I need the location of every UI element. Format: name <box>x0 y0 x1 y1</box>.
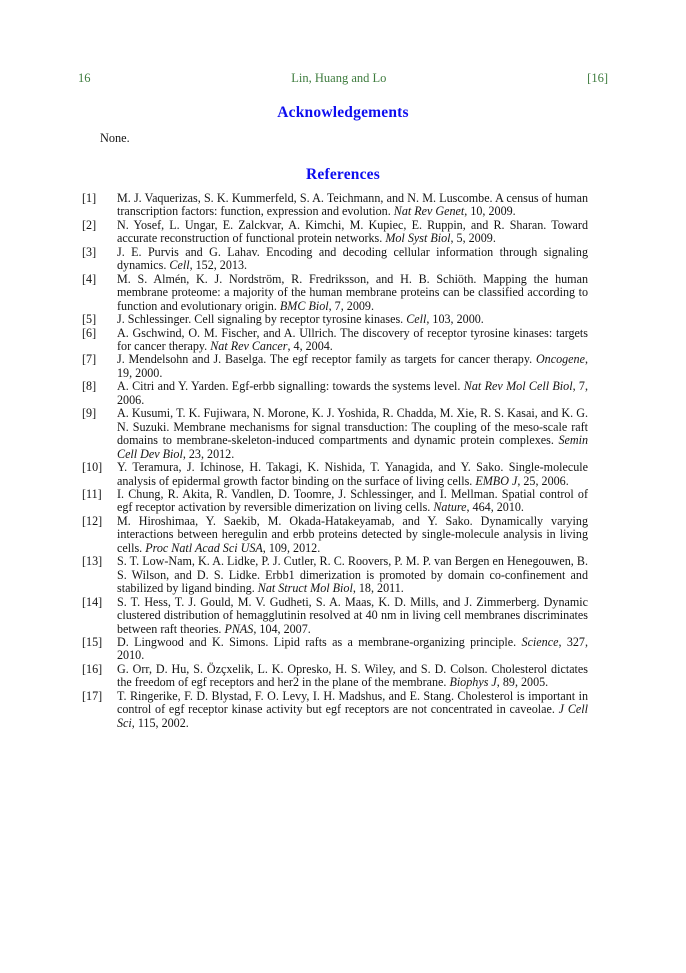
reference-label: [15] <box>82 634 103 649</box>
reference-journal: EMBO J <box>475 473 518 488</box>
reference-tail: , 7, 2006. <box>117 379 588 407</box>
reference-label: [2] <box>82 217 97 232</box>
reference-tail: , 25, 2006. <box>517 473 569 488</box>
reference-item <box>80 219 588 246</box>
reference-tail: , 104, 2007. <box>253 621 311 636</box>
reference-tail: , 103, 2000. <box>426 312 484 327</box>
reference-tail: , 327, 2010. <box>117 634 588 663</box>
reference-label: [9] <box>82 406 97 421</box>
reference-tail: , 5, 2009. <box>450 231 496 246</box>
reference-text: S. T. Hess, T. J. Gould, M. V. Gudheti, S. A. Maas, K. D. Mills, and J. Zimmerberg. Dynamic clustered distribution of hemagglutinin resolved at 40 nm in living cell membranes discriminates between raft theories. <box>117 594 588 636</box>
reference-text: T. Ringerike, F. D. Blystad, F. O. Levy, I. H. Madshus, and E. Stang. Cholesterol is important in control of egf receptor kinase activity but egf receptors are not concentrated in caveolae. <box>117 688 588 717</box>
reference-journal: Nat Rev Cancer <box>210 338 288 353</box>
reference-label: [14] <box>82 594 103 609</box>
reference-text: S. T. Low-Nam, K. A. Lidke, P. J. Cutler, R. C. Roovers, P. M. P. van Bergen en Henegouwen, B. S. Wilson, and D. S. Lidke. Erbb1 dimerization is promoted by domain co-confinement and stabilized by ligand binding. <box>117 554 588 596</box>
reference-text: A. Gschwind, O. M. Fischer, and A. Ullrich. The discovery of receptor tyrosine kinases: targets for cancer therapy. <box>117 325 588 353</box>
reference-text: J. E. Purvis and G. Lahav. Encoding and decoding cellular information through signaling dynamics. <box>117 244 588 273</box>
running-title: Lin, Huang and Lo <box>291 71 387 85</box>
reference-label: [8] <box>82 379 97 394</box>
reference-text: A. Citri and Y. Yarden. Egf-erbb signalling: towards the systems level. <box>117 379 464 394</box>
reference-text: M. Hiroshimaa, Y. Saekib, M. Okada-Hatakeyamab, and Y. Sako. Dynamically varying interactions between heregulin and erbb proteins detected by single-molecule analysis in living cells. <box>117 513 588 555</box>
reference-item <box>80 273 588 313</box>
reference-item <box>80 380 588 407</box>
reference-journal: Semin Cell Dev Biol <box>117 433 588 461</box>
reference-text: M. J. Vaquerizas, S. K. Kummerfeld, S. A. Teichmann, and N. M. Luscombe. A census of human transcription factors: function, expression and evolution. <box>117 191 588 219</box>
reference-item <box>80 636 588 663</box>
reference-label: [7] <box>82 352 97 367</box>
reference-item <box>80 663 588 690</box>
reference-text: M. S. Almén, K. J. Nordström, R. Fredriksson, and H. B. Schiöth. Mapping the human membrane proteome: a majority of the human membrane proteins can be classified according to function and evolutionary origin. <box>117 271 588 313</box>
reference-journal: PNAS <box>224 621 254 636</box>
reference-tail: , 89, 2005. <box>496 675 549 690</box>
reference-item <box>80 327 588 354</box>
reference-item <box>80 246 588 273</box>
reference-text: D. Lingwood and K. Simons. Lipid rafts as a membrane-organizing principle. <box>117 634 522 649</box>
reference-tail: , 109, 2012. <box>262 540 321 555</box>
reference-text: N. Yosef, L. Ungar, E. Zalckvar, A. Kimchi, M. Kupiec, E. Ruppin, and R. Sharan. Toward accurate reconstruction of functional protein networks. <box>117 217 588 246</box>
reference-item <box>80 407 588 461</box>
citation-mark: [16] <box>587 71 608 85</box>
reference-tail: , 18, 2011. <box>352 581 404 596</box>
reference-label: [1] <box>82 191 97 205</box>
reference-text: J. Schlessinger. Cell signaling by receptor tyrosine kinases. <box>117 312 407 327</box>
page-number: 16 <box>78 71 91 85</box>
references-list <box>80 192 588 730</box>
reference-item <box>80 596 588 636</box>
reference-tail: , 23, 2012. <box>182 446 235 461</box>
reference-journal: Nat Struct Mol Biol <box>257 581 353 596</box>
reference-journal: Oncogene <box>535 352 585 367</box>
reference-text: G. Orr, D. Hu, S. Özçxelik, L. K. Opresko, H. S. Wiley, and S. D. Colson. Cholesterol dictates the freedom of egf receptors and her2 in the plane of the membrane. <box>117 661 588 690</box>
reference-item <box>80 313 588 326</box>
reference-journal: BMC Biol <box>279 298 329 313</box>
references-heading: References <box>305 166 380 183</box>
reference-text: I. Chung, R. Akita, R. Vandlen, D. Toomre, J. Schlessinger, and I. Mellman. Spatial control of egf receptor activation by reversible dimerization on living cells. <box>117 486 588 515</box>
reference-label: [5] <box>82 312 97 327</box>
reference-tail: , 10, 2009. <box>464 204 516 219</box>
acknowledgements-body: None. <box>100 131 130 145</box>
reference-journal: Proc Natl Acad Sci USA <box>145 540 263 555</box>
reference-tail: , 19, 2000. <box>117 352 588 380</box>
reference-label: [3] <box>82 244 97 259</box>
reference-journal: Nat Rev Mol Cell Biol <box>463 379 573 394</box>
reference-label: [6] <box>82 325 97 340</box>
reference-item <box>80 192 588 219</box>
reference-tail: , 4, 2004. <box>287 338 333 353</box>
reference-label: [12] <box>82 513 103 528</box>
reference-label: [10] <box>82 460 103 475</box>
acknowledgements-heading: Acknowledgements <box>277 104 409 121</box>
reference-label: [17] <box>82 688 103 703</box>
reference-text: Y. Teramura, J. Ichinose, H. Takagi, K. Nishida, T. Yanagida, and Y. Sako. Single-molecule analysis of epidermal growth factor binding on the surface of living cells. <box>117 460 588 488</box>
reference-journal: J Cell Sci <box>117 702 588 730</box>
reference-journal: Cell <box>169 258 190 273</box>
reference-label: [11] <box>82 486 102 501</box>
page-header <box>78 71 608 86</box>
reference-journal: Mol Syst Biol <box>385 231 451 246</box>
reference-tail: , 464, 2010. <box>466 500 524 515</box>
reference-text: J. Mendelsohn and J. Baselga. The egf receptor family as targets for cancer therapy. <box>117 352 536 367</box>
reference-tail: , 152, 2013. <box>189 258 248 273</box>
reference-label: [4] <box>82 271 97 286</box>
reference-label: [13] <box>82 554 103 569</box>
reference-journal: Biophys J <box>449 675 497 690</box>
reference-text: A. Kusumi, T. K. Fujiwara, N. Morone, K. J. Yoshida, R. Chadda, M. Xie, R. S. Kasai, and K. G. N. Suzuki. Membrane mechanisms for signal transduction: The coupling of the meso-scale raft domains to membrane-skeleton-induced compartments and dynamic protein complexes. <box>117 406 588 448</box>
reference-item <box>80 555 588 595</box>
reference-journal: Science <box>521 634 559 649</box>
reference-journal: Nature <box>433 500 467 515</box>
reference-tail: , 115, 2002. <box>131 715 189 730</box>
reference-item <box>80 353 588 380</box>
reference-journal: Cell <box>406 312 427 327</box>
reference-item <box>80 461 588 488</box>
reference-tail: , 7, 2009. <box>328 298 374 313</box>
reference-item <box>80 488 588 515</box>
reference-label: [16] <box>82 661 103 676</box>
reference-item <box>80 690 588 730</box>
reference-item <box>80 515 588 555</box>
reference-journal: Nat Rev Genet <box>393 204 465 219</box>
